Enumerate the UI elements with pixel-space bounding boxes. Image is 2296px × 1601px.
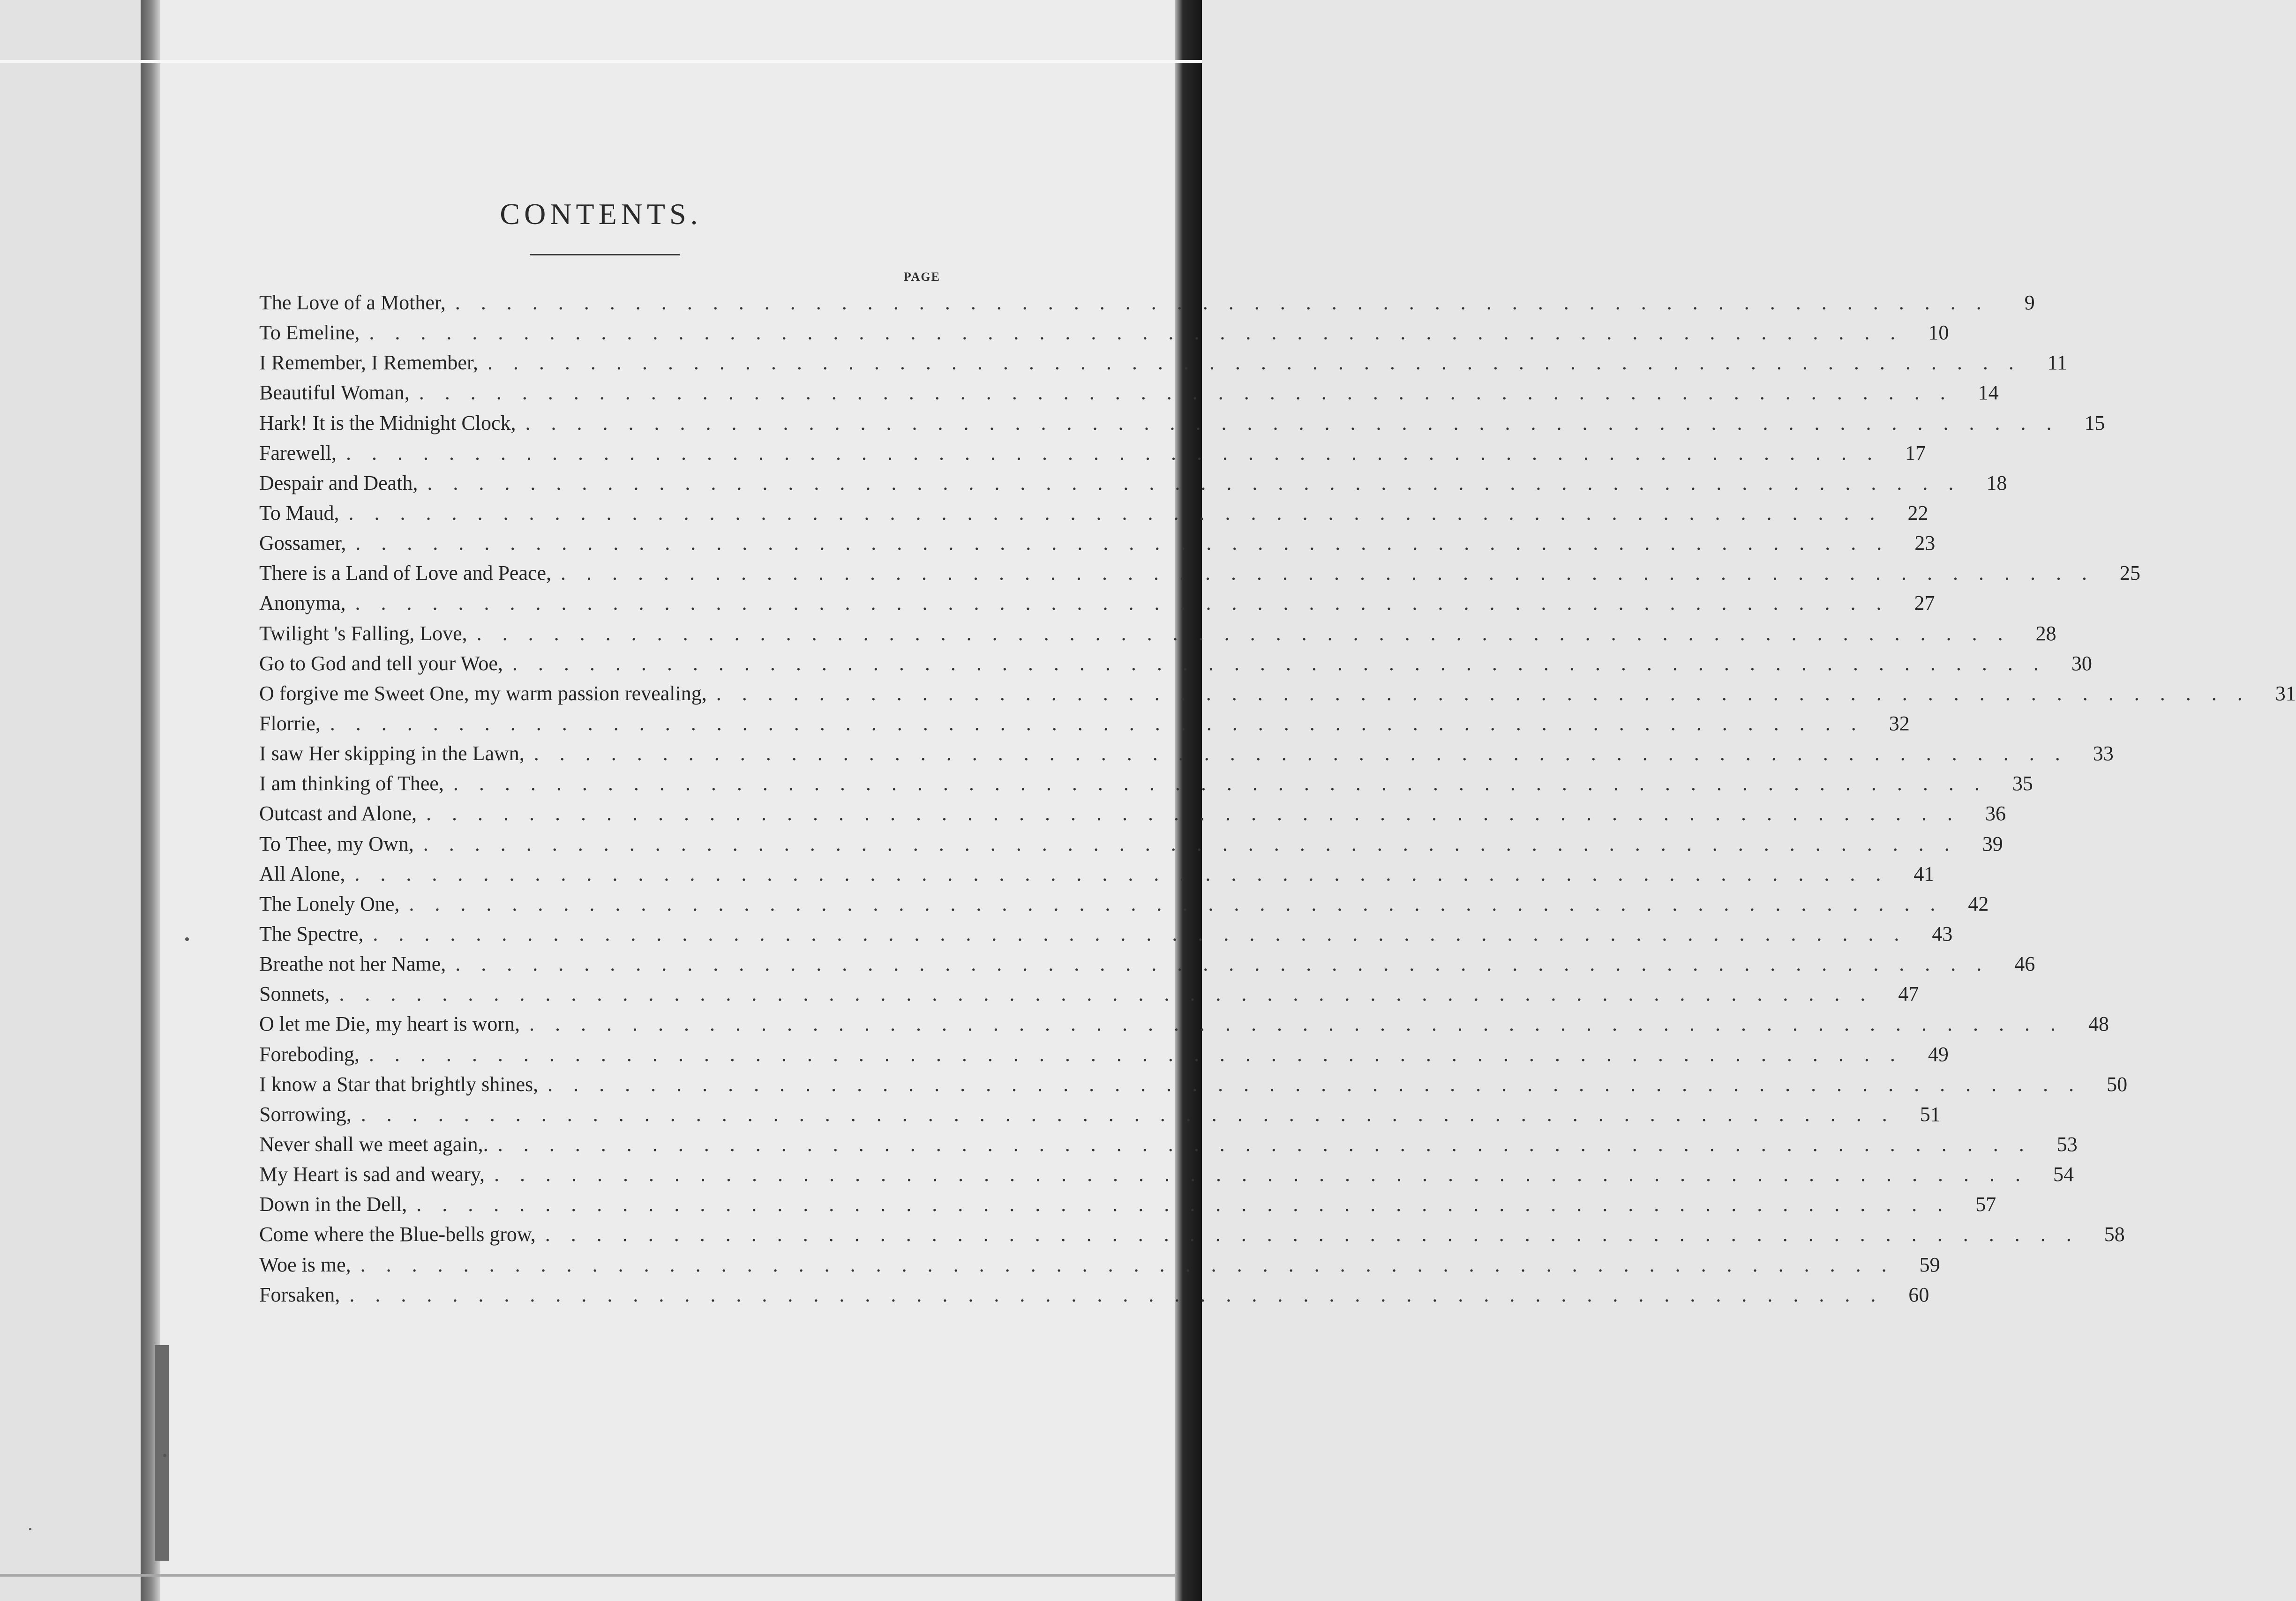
entry-page-number: 32	[1889, 711, 1910, 735]
dot-leader: ............................................................	[426, 802, 1973, 825]
entry-page-number: 46	[2014, 952, 2035, 976]
entry-title: Come where the Blue-bells grow,	[259, 1223, 536, 1246]
toc-entry	[259, 1130, 2078, 1160]
entry-title: The Love of a Mother,	[259, 291, 446, 314]
dot-leader: ............................................................	[529, 1012, 2076, 1036]
entry-title: All Alone,	[259, 862, 345, 885]
dot-leader: ............................................................	[423, 832, 1970, 855]
entry-page-number: 33	[2093, 742, 2114, 765]
entry-title: Foreboding,	[259, 1042, 360, 1066]
entry-title: Despair and Death,	[259, 471, 418, 494]
scan-artifact-bottom	[0, 1574, 1175, 1577]
toc-entry	[259, 288, 2035, 318]
dot-leader: ............................................................	[416, 1193, 1964, 1216]
entry-title: Farewell,	[259, 441, 337, 464]
toc-entry	[259, 1250, 1940, 1280]
dot-leader: ............................................................	[533, 742, 2081, 765]
toc-entry	[259, 919, 1953, 949]
entry-title: Anonyma,	[259, 591, 346, 615]
toc-entry	[259, 799, 2006, 829]
toc-entry	[259, 378, 1999, 408]
entry-page-number: 41	[1913, 862, 1935, 885]
entry-page-number: 17	[1905, 441, 1926, 464]
entry-page-number: 51	[1920, 1102, 1941, 1126]
entry-title: Sorrowing,	[259, 1102, 352, 1126]
entry-page-number: 25	[2120, 561, 2141, 585]
entry-title: Breathe not her Name,	[259, 952, 446, 976]
toc-entry	[259, 619, 2056, 649]
entry-title: I saw Her skipping in the Lawn,	[259, 742, 525, 765]
entry-title: Go to God and tell your Woe,	[259, 651, 503, 675]
dot-leader: ............................................................	[360, 1102, 1908, 1126]
toc-entry	[259, 1009, 2109, 1039]
entry-page-number: 47	[1898, 982, 1919, 1006]
entry-page-number: 27	[1914, 591, 1935, 615]
toc-entry	[259, 558, 2141, 588]
toc-entry	[259, 829, 2003, 859]
toc-entry	[259, 1160, 2074, 1190]
dot-leader: ............................................................	[409, 892, 1956, 915]
dot-leader: ............................................................	[345, 441, 1893, 464]
scan-speck	[29, 1528, 31, 1530]
entry-title: O let me Die, my heart is worn,	[259, 1012, 520, 1036]
entry-title: I am thinking of Thee,	[259, 772, 444, 795]
entry-title: Beautiful Woman,	[259, 381, 410, 404]
toc-entry	[259, 739, 2114, 769]
dot-leader: ............................................................	[369, 321, 1916, 344]
toc-entry	[259, 1100, 1941, 1130]
entry-page-number: 59	[1919, 1253, 1940, 1276]
entry-title: Woe is me,	[259, 1253, 351, 1276]
entry-page-number: 54	[2053, 1163, 2074, 1186]
dot-leader: ............................................................	[373, 922, 1920, 945]
entry-page-number: 43	[1932, 922, 1953, 945]
toc-entry	[259, 468, 2007, 498]
scan-speck	[185, 937, 189, 941]
entry-page-number: 11	[2047, 351, 2067, 374]
dot-leader: ............................................................	[368, 1042, 1916, 1066]
entry-page-number: 39	[1982, 832, 2003, 855]
dot-leader: ............................................................	[360, 1253, 1907, 1276]
entry-page-number: 23	[1914, 531, 1936, 555]
entry-title: Never shall we meet again,.	[259, 1132, 488, 1156]
dot-leader: ............................................................	[455, 291, 2002, 314]
toc-entry	[259, 528, 1936, 558]
entry-title: Florrie,	[259, 711, 321, 735]
entry-page-number: 31	[2275, 681, 2296, 705]
entry-title: Down in the Dell,	[259, 1193, 407, 1216]
toc-entry	[259, 1040, 1949, 1070]
entry-title: Sonnets,	[259, 982, 330, 1006]
spine-band	[155, 1345, 169, 1561]
toc-entry	[259, 1280, 1929, 1310]
entry-title: Gossamer,	[259, 531, 346, 555]
entry-title: Twilight 's Falling, Love,	[259, 621, 467, 645]
toc-entry	[259, 438, 1926, 468]
dot-leader: ............................................................	[427, 471, 1974, 494]
dot-leader: ............................................................	[330, 711, 1877, 735]
dot-leader: ............................................................	[455, 952, 2003, 976]
entry-title: My Heart is sad and weary,	[259, 1163, 485, 1186]
dot-leader: ............................................................	[716, 681, 2263, 705]
entry-page-number: 28	[2035, 621, 2056, 645]
entry-page-number: 60	[1908, 1283, 1929, 1306]
heading-rule	[530, 254, 680, 255]
entry-page-number: 42	[1968, 892, 1989, 915]
entry-page-number: 10	[1928, 321, 1949, 344]
dot-leader: ............................................................	[494, 1163, 2041, 1186]
entry-title: There is a Land of Love and Peace,	[259, 561, 552, 585]
dot-leader: ............................................................	[512, 651, 2059, 675]
entry-page-number: 48	[2088, 1012, 2109, 1036]
entry-page-number: 9	[2024, 291, 2035, 314]
scan-artifact-top	[0, 60, 1202, 63]
entry-page-number: 18	[1986, 471, 2007, 494]
entry-page-number: 35	[2012, 772, 2033, 795]
entry-title: O forgive me Sweet One, my warm passion revealing,	[259, 681, 707, 705]
dot-leader: ............................................................	[453, 772, 2000, 795]
entry-page-number: 53	[2056, 1132, 2078, 1156]
entry-title: To Thee, my Own,	[259, 832, 414, 855]
dot-leader: ............................................................	[561, 561, 2108, 585]
entry-title: To Maud,	[259, 501, 339, 524]
entry-page-number: 36	[1985, 802, 2006, 825]
toc-entry	[259, 1070, 2128, 1100]
dot-leader: ............................................................	[476, 621, 2024, 645]
entry-title: I Remember, I Remember,	[259, 351, 478, 374]
dot-leader: ............................................................	[349, 1283, 1897, 1306]
dot-leader: ............................................................	[497, 1132, 2045, 1156]
toc-entry	[259, 649, 2092, 679]
toc-entry	[259, 709, 1910, 739]
dot-leader: ............................................................	[339, 982, 1886, 1006]
page-column-label: PAGE	[903, 270, 940, 284]
toc-entry	[259, 949, 2035, 979]
entry-page-number: 14	[1978, 381, 1999, 404]
dot-leader: ............................................................	[487, 351, 2034, 374]
entry-page-number: 57	[1975, 1193, 1996, 1216]
toc-entry	[259, 679, 2296, 709]
entry-title: I know a Star that brightly shines,	[259, 1072, 539, 1096]
entry-page-number: 50	[2107, 1072, 2128, 1096]
toc-entry	[259, 979, 1919, 1009]
scan-speck	[163, 1454, 166, 1457]
entry-title: The Spectre,	[259, 922, 364, 945]
dot-leader: ............................................................	[545, 1223, 2092, 1246]
table-of-contents	[259, 288, 2296, 1310]
dot-leader: ............................................................	[548, 1072, 2095, 1096]
entry-page-number: 49	[1928, 1042, 1949, 1066]
dot-leader: ............................................................	[355, 591, 1902, 615]
entry-title: Hark! It is the Midnight Clock,	[259, 411, 516, 434]
toc-entry	[259, 889, 1989, 919]
dot-leader: ............................................................	[354, 862, 1902, 885]
toc-entry	[259, 588, 1935, 618]
entry-page-number: 30	[2071, 651, 2092, 675]
entry-page-number: 15	[2084, 411, 2105, 434]
entry-title: To Emeline,	[259, 321, 360, 344]
entry-title: Forsaken,	[259, 1283, 340, 1306]
toc-entry	[259, 859, 1935, 889]
entry-page-number: 58	[2104, 1223, 2125, 1246]
toc-entry	[259, 318, 1949, 348]
toc-entry	[259, 408, 2105, 438]
dot-leader: ............................................................	[419, 381, 1966, 404]
dot-leader: ............................................................	[355, 531, 1903, 555]
toc-entry	[259, 1190, 1996, 1219]
contents-heading: CONTENTS.	[500, 197, 702, 231]
toc-entry	[259, 498, 1928, 528]
toc-entry	[259, 1219, 2125, 1249]
entry-title: Outcast and Alone,	[259, 802, 417, 825]
dot-leader: ............................................................	[348, 501, 1896, 524]
toc-entry	[259, 769, 2033, 799]
entry-title: The Lonely One,	[259, 892, 400, 915]
toc-entry	[259, 348, 2067, 378]
entry-page-number: 22	[1907, 501, 1928, 524]
dot-leader: ............................................................	[525, 411, 2072, 434]
